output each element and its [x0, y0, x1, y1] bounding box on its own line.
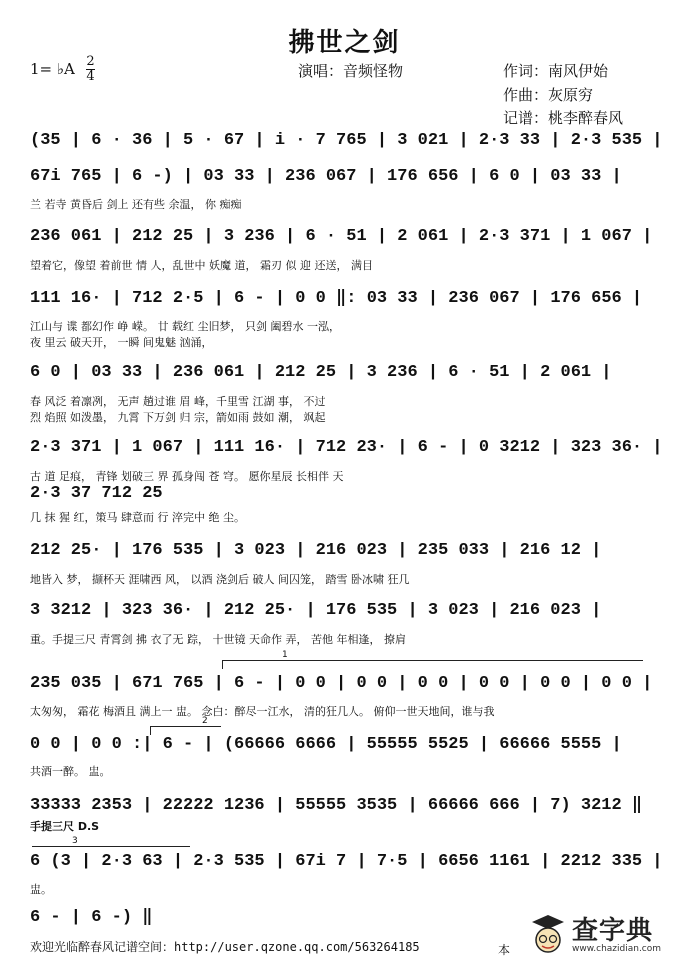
score-row-7-lyrics: 地皆入 梦， 撷杯天 涯啸西 风， 以酒 浇剑后 破人 间囚笼， 踏雪 卧冰啸 狂几 — [30, 573, 410, 586]
footer-prefix: 本 — [498, 943, 511, 957]
time-signature-bottom: 4 — [86, 69, 95, 84]
score-row-12-lyrics: 盅。 — [30, 883, 52, 896]
score-row-11-notes: 33333 2353 | 22222 1236 | 55555 3535 | 66666 666 | 7) 3212 ‖ — [30, 796, 643, 815]
score-row-6b-notes: 2·3 37 712 25 — [30, 484, 163, 503]
score-row-6-lyrics: 古 道 足痕， 青锋 划破三 界 孤身闯 苍 穹。 愿你星辰 长相伴 天 — [30, 470, 344, 483]
score-row-2-notes: 67i 765 | 6 -) | 03 33 | 236 067 | 176 656 | 6 0 | 03 33 | — [30, 167, 622, 186]
score-row-3-lyrics: 望着它，像望 着前世 情 人，乱世中 妖魔 道， 霜刃 似 迎 还送， 满目 — [30, 259, 373, 272]
score-row-9-notes: 235 035 | 671 765 | 6 - | 0 0 | 0 0 | 0 0 | 0 0 | 0 0 | 0 0 | — [30, 674, 653, 693]
triplet-label: 3 — [72, 836, 78, 846]
score-row-9-lyrics: 太匆匆， 霜花 梅酒且 满上一 盅。 念白：醉尽一江水， 清的狂几人。 俯仰一世天地间，谁与我 — [30, 705, 495, 718]
song-title: 拂世之剑 — [288, 28, 401, 58]
score-row-4-lyrics-verse1: 江山与 谍 都幻作 峥 嵘。 廿 载红 尘旧梦， 只剑 阖碧水 一泓， — [30, 320, 340, 333]
volta-1-label: 1 — [282, 650, 288, 660]
score-row-12-notes: 6 (3 | 2·3 63 | 2·3 535 | 67i 7 | 7·5 | 6656 1161 | 2212 335 | — [30, 852, 663, 871]
score-row-1-notes: (35 | 6 · 36 | 5 · 67 | i · 7 765 | 3 021 | 2·3 33 | 2·3 535 | — [30, 131, 663, 150]
score-row-3-notes: 236 061 | 212 25 | 3 236 | 6 · 51 | 2 061 | 2·3 371 | 1 067 | — [30, 227, 653, 246]
score-row-5-lyrics-verse2: 烈 焰照 如泼墨， 九霄 下万剑 归 宗，箭如雨 鼓如 潮， 飒起 — [30, 411, 326, 424]
score-row-10-lyrics: 共酒一醉。 盅。 — [30, 765, 111, 778]
volta-1-bracket — [222, 660, 643, 669]
triplet-bracket — [32, 846, 190, 847]
score-row-10-notes: 0 0 | 0 0 :| 6 - | (66666 6666 | 55555 5525 | 66666 5555 | — [30, 735, 622, 754]
key-signature: 1= ♭A — [30, 60, 75, 78]
score-row-5-notes: 6 0 | 03 33 | 236 061 | 212 25 | 3 236 | 6 · 51 | 2 061 | — [30, 363, 612, 382]
score-row-2-lyrics: 兰 若寺 黄昏后 剑上 还有些 余温， 你 痴痴 — [30, 198, 242, 211]
score-row-13-notes: 6 - | 6 -) ‖ — [30, 908, 153, 927]
logo-url: www.chazidian.com — [572, 944, 662, 954]
volta-2-label: 2 — [202, 716, 208, 726]
score-row-6-notes: 2·3 371 | 1 067 | 111 16· | 712 23· | 6 - | 0 3212 | 323 36· | — [30, 438, 663, 457]
volta-2-bracket — [150, 726, 221, 735]
transcriber-credit: 记谱：桃李醉春风 — [503, 109, 624, 127]
score-row-4-lyrics-verse2: 夜 里云 破天开， 一瞬 间鬼魅 汹涌， — [30, 336, 213, 349]
score-row-4-notes: 111 16· | 712 2·5 | 6 - | 0 0 ‖: 03 33 | 236 067 | 176 656 | — [30, 289, 643, 308]
time-signature — [86, 56, 95, 83]
score-row-6b-lyrics: 几 抹 猩 红，策马 肆意而 行 淬完中 绝 尘。 — [30, 511, 245, 524]
score-row-7-notes: 212 25· | 176 535 | 3 023 | 216 023 | 235 033 | 216 12 | — [30, 541, 602, 560]
score-row-11-lyrics: 手提三尺 D.S — [30, 820, 100, 833]
lyricist-credit: 作词：南风伊始 — [503, 62, 609, 80]
composer-credit: 作曲：灰原穷 — [503, 86, 594, 104]
singer-credit: 演唱：音频怪物 — [298, 62, 404, 80]
mascot-icon — [528, 912, 568, 958]
score-row-5-lyrics-verse1: 春 风泛 着凛冽， 无声 趟过谁 眉 峰，千里雪 江湖 事， 不过 — [30, 395, 326, 408]
time-signature-top: 2 — [86, 54, 95, 69]
score-row-8-lyrics: 重。手提三尺 青霄剑 拂 衣了无 踪， 十世镜 天命作 弄， 苦他 年相逢， 撩肩 — [30, 633, 406, 646]
site-logo — [528, 908, 678, 962]
footer-credit: 欢迎光临醉春风记谱空间：http://user.qzone.qq.com/563264185 — [30, 940, 420, 954]
logo-text: 查字典 — [572, 916, 654, 946]
score-row-8-notes: 3 3212 | 323 36· | 212 25· | 176 535 | 3 023 | 216 023 | — [30, 601, 602, 620]
